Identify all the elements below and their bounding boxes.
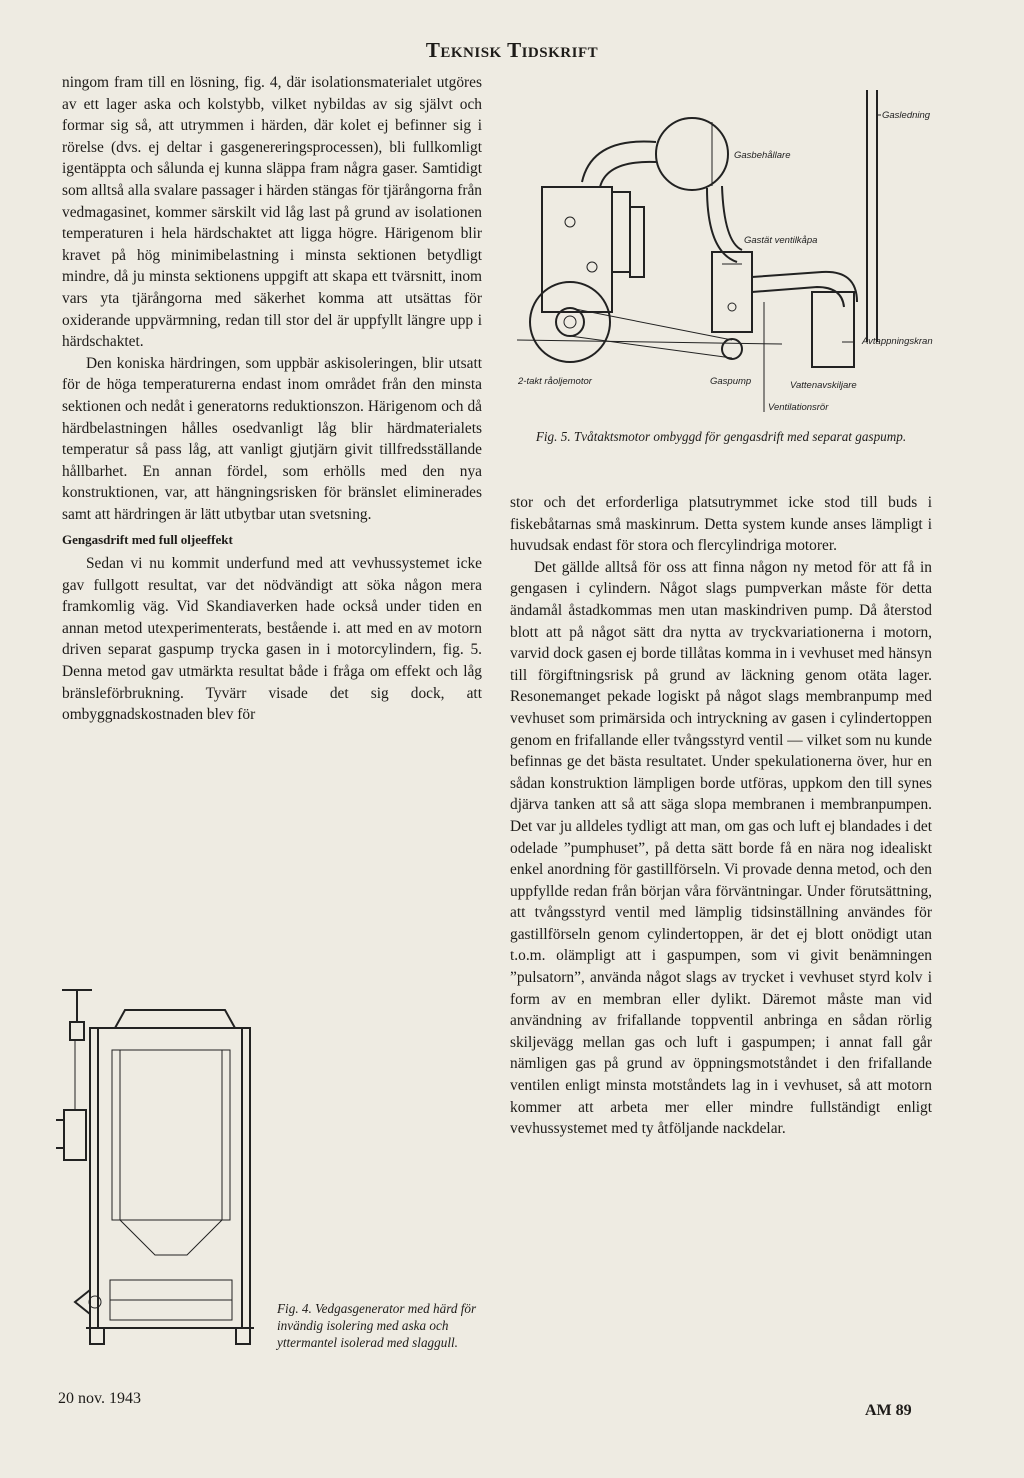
figure-4-diagram bbox=[50, 980, 280, 1375]
label-gaspump: Gaspump bbox=[710, 376, 752, 387]
label-vattenavskiljare: Vattenavskiljare bbox=[790, 380, 857, 391]
label-gasbehallare: Gasbehållare bbox=[734, 150, 791, 161]
label-gastat-ventilkapa: Gastät ventilkåpa bbox=[744, 235, 818, 246]
left-paragraph-2: Den koniska härdringen, som uppbär askisoleringen, blir utsatt för de höga temperaturerna endast inom området från den minsta sektionen och nedåt i generatorns reduktionszon. Härigenom och då härdbelastningen hålles osedvanligt låg blir härdmaterialets temperatur så pass låg, att vanligt gjutjärn givit tillfredsställande hållbarhet. En annan fördel, som erhölls med den nya konstruktionen, var, att hängningsrisken för bränslet eliminerades samt att härdringen är lätt utbytbar utan svetsning. bbox=[62, 354, 482, 523]
footer-page-number: AM 89 bbox=[865, 1402, 912, 1419]
right-paragraph-1: stor och det erforderliga platsutrymmet icke stod till buds i fiskebåtarnas små maskinrum. Detta system kunde anses lämpligt i huvudsak endast för stora och flercylindriga motorer. bbox=[510, 494, 932, 555]
right-column bbox=[510, 492, 932, 1140]
label-ventilationsror: Ventilationsrör bbox=[768, 402, 829, 413]
figure-4-caption: Fig. 4. Vedgasgenerator med härd för invändig isolering med aska och yttermantel isolerad med slaggull. bbox=[277, 1301, 477, 1350]
label-gasledning: Gasledning bbox=[882, 110, 931, 121]
label-avtappningskran: Avtappningskran bbox=[862, 336, 933, 347]
right-paragraph-2: Det gällde alltså för oss att finna någon ny metod för att få in gengasen i cylindern. Något slags pumpverkan måste för detta ändamål åstadkommas men utan maskindriven pump. Då återstod blott att på något sätt dra nytta av tryckvariationerna i motorn, varvid dock gasen ej borde tillåtas komma in i vevhuset med hänsyn till förgiftningsrisk på grund av läckning genom otäta lager. Resonemanget pekade logiskt på något slags membranpump med vevhuset som primärsida och intryckning av gasen i cylindertoppen genom en frifallande eller tvångsstyrd ventil — vilket som nu kunde befinnas ge det bästa resultatet. Under spekulationerna över, hur en sådan konstruktion lämpligen borde utföras, uppkom den till synes djärva tanken att så att säga slopa membranen i membranpumpen. Det var ju alldeles tydligt att man, om gas och luft ej blandades i det odelade ”pumphuset”, på detta sätt borde få en nära nog idealiskt enkel anordning för gastillförseln. Vi provade denna metod, och den uppfyllde redan från början våra förväntningar. Under förutsättning, att tvångsstyrd ventil med lämplig tidsinställning användes för gastillförseln genom cylindertoppen, är det ej blott onödigt utan t.o.m. olämpligt att i gaspumpen, som vi givit benämningen ”pulsatorn”, använda något slags av trycket i vevhuset styrd kolv i form av en membran eller dylikt. Däremot måste man vid användning av frifallande toppventil anbringa en sådan rörlig skiljevägg mellan gas och luft i gaspumpen; i annat fall går nämligen gas på grund av öppningsmotståndet i den frifallande ventilen enligt minsta motståndets lag in i vevhuset, så att motorn kommer att arbeta mer eller mindre fullständigt enligt vevhussystemet med ty åtföljande nackdelar. bbox=[510, 558, 932, 1138]
figure-5-diagram bbox=[512, 82, 952, 422]
left-paragraph-3: Sedan vi nu kommit underfund med att vevhussystemet icke gav fullgott resultat, var det nödvändigt att söka någon mera framkomlig väg. Vid Skandiaverken hade också under tiden en annan metod utexperimenterats, bestående i. att med en av motorn driven separat gaspump trycka gasen in i motorcylindern, fig. 5. Denna metod gav utmärkta resultat både i fråga om effekt och låg bränsleförbrukning. Tyvärr visade det sig dock, att ombyggnadskostnaden blev för bbox=[62, 555, 482, 724]
footer-date: 20 nov. 1943 bbox=[58, 1390, 141, 1407]
left-column bbox=[62, 72, 482, 726]
left-paragraph-1: ningom fram till en lösning, fig. 4, där isolationsmaterialet utgöres av ett lager aska och kolstybb, vilket nybildas av sig självt och formar sig så, att utrymmen i härden, där kolet ej befinner sig i rörelse (dvs. ej deltar i gasgenereringsprocessen), bli fullkomligt igentäppta och sålunda ej kunna släppa fram några gaser. Samtidigt som alltså alla svalare passager i härden stängas för tjärångorna från vedmagasinet, kommer särskilt vid låg last på grund av isolationen temperaturen i hela härdschaktet att ligga högre. Härigenom blir kravet på hög minimibelastning i minsta sektionen betydligt mindre, då ju minsta sektionens uppgift att skapa ett tvärsnitt, inom vars yta tjärångorna med säkerhet komma att utsättas för oxiderande uppvärmning, redan till stor del är uppfyllt längre upp i härdschaktet. bbox=[62, 74, 482, 351]
label-motor: 2-takt råoljemotor bbox=[518, 376, 592, 387]
figure-5-caption: Fig. 5. Tvåtaktsmotor ombyggd för gengasdrift med separat gaspump. bbox=[535, 429, 907, 444]
section-subheading: Gengasdrift med full oljeeffekt bbox=[62, 532, 233, 548]
journal-header: Teknisk Tidskrift bbox=[425, 38, 599, 62]
